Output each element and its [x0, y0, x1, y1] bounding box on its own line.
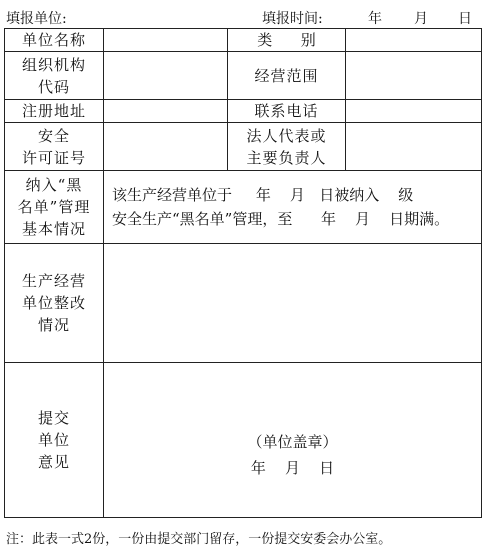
form-header: [0, 4, 484, 28]
business-scope-label: 经营范围: [228, 52, 346, 100]
unit-name-value[interactable]: [104, 29, 228, 52]
fill-date-label: 填报时间:: [262, 11, 323, 27]
rectify-label: 生产经营 单位整改 情况: [5, 244, 104, 363]
table-row: [5, 363, 482, 518]
legal-rep-label: 法人代表或 主要负责人: [228, 123, 346, 171]
table-row: [5, 100, 482, 123]
table-row: [5, 123, 482, 171]
year-label: 年: [368, 11, 382, 27]
table-row: [5, 29, 482, 52]
blacklist-text-line-2: 安全生产“黑名单”管理，至 年 月 日期满。: [112, 210, 450, 228]
table-row: [5, 52, 482, 100]
table-row: [5, 244, 482, 363]
registration-form-table: [4, 28, 482, 518]
seal-date: 年 月 日: [250, 459, 335, 477]
rectify-value[interactable]: [104, 244, 482, 363]
day-label: 日: [458, 11, 472, 27]
unit-name-label: 单位名称: [5, 29, 104, 52]
safety-license-value[interactable]: [104, 123, 228, 171]
month-label: 月: [414, 11, 428, 27]
org-code-value[interactable]: [104, 52, 228, 100]
blacklist-info[interactable]: [104, 171, 482, 244]
safety-license-label: 安全 许可证号: [5, 123, 104, 171]
address-value[interactable]: [104, 100, 228, 123]
phone-label: 联系电话: [228, 100, 346, 123]
business-scope-value[interactable]: [346, 52, 482, 100]
blacklist-text-line-1: 该生产经营单位于 年 月 日被纳入 级: [112, 186, 414, 204]
legal-rep-value[interactable]: [346, 123, 482, 171]
footer-note: 注：此表一式2份，一份由提交部门留存，一份提交安委会办公室。: [6, 532, 392, 547]
opinion-value[interactable]: [104, 363, 482, 518]
seal-text: （单位盖章）: [247, 433, 338, 451]
category-value[interactable]: [346, 29, 482, 52]
phone-value[interactable]: [346, 100, 482, 123]
fill-unit-label: 填报单位:: [6, 11, 67, 27]
org-code-label: 组织机构 代码: [5, 52, 104, 100]
opinion-label: 提交 单位 意见: [5, 363, 104, 518]
table-row: [5, 171, 482, 244]
address-label: 注册地址: [5, 100, 104, 123]
blacklist-label: 纳入“黑 名单”管理 基本情况: [5, 171, 104, 244]
category-label: 类 别: [228, 29, 346, 52]
